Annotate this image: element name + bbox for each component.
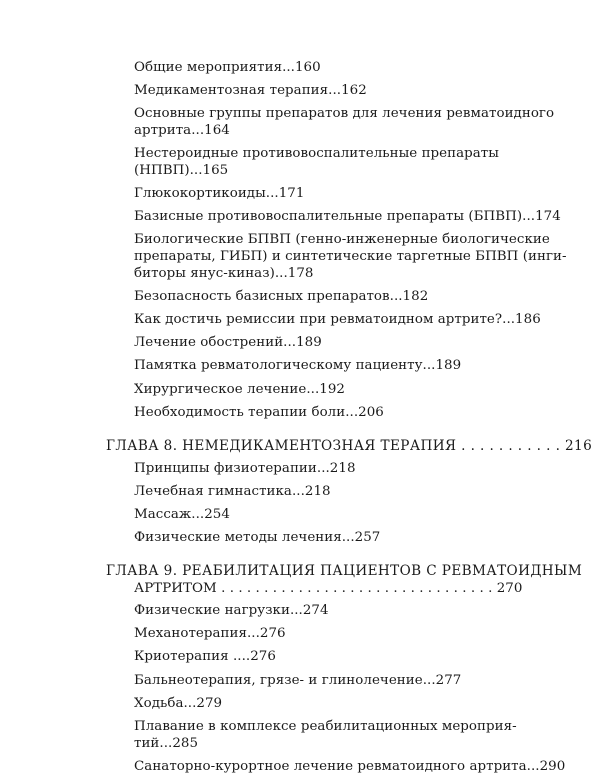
toc-entry: Нестероидные противовоспалительные препараты <box>134 146 499 162</box>
toc-entry-continuation: (НПВП)...165 <box>134 162 229 178</box>
toc-entry-continuation: артрита...164 <box>134 123 230 138</box>
chapter-9-heading-continuation: АРТРИТОМ . . . . . . . . . . . . . . . . . . . . . . . . . . . . . . . . 270 <box>134 581 523 596</box>
toc-entry: Физические нагрузки...274 <box>134 603 329 618</box>
toc-entry: Плавание в комплексе реабилитационных мероприя- <box>134 719 517 734</box>
toc-entry: Медикаментозная терапия...162 <box>134 83 367 99</box>
chapter-8-heading: ГЛАВА 8. НЕМЕДИКАМЕНТОЗНАЯ ТЕРАПИЯ . . . . . . . . . . . 216 <box>106 437 593 454</box>
toc-entry: Основные группы препаратов для лечения ревматоидного <box>134 106 555 122</box>
toc-entry: Как достичь ремиссии при ревматоидном артрите?...186 <box>134 312 541 327</box>
chapter-9-heading: ГЛАВА 9. РЕАБИЛИТАЦИЯ ПАЦИЕНТОВ С РЕВМАТОИДНЫМ <box>106 563 583 580</box>
toc-entry: Необходимость терапии боли...206 <box>134 404 384 420</box>
toc-entry: Криотерапия ....276 <box>134 649 276 665</box>
toc-entry-continuation: тий...285 <box>134 735 199 751</box>
toc-entry: Биологические БПВП (генно-инженерные биологические <box>134 232 550 248</box>
toc-entry: Физические методы лечения...257 <box>134 530 381 546</box>
toc-entry: Бальнеотерапия, грязе- и глинолечение...277 <box>134 672 462 688</box>
toc-entry: Памятка ревматологическому пациенту...189 <box>134 358 462 374</box>
toc-entry: Базисные противовоспалительные препараты (БПВП)...174 <box>134 209 561 225</box>
toc-entry: Лечебная гимнастика...218 <box>134 484 331 499</box>
toc-entry-continuation: препараты, ГИБП) и синтетические таргетные БПВП (инги- <box>134 249 567 264</box>
toc-entry: Санаторно-курортное лечение ревматоидного артрита...290 <box>134 758 566 774</box>
toc-entry: Хирургическое лечение...192 <box>134 381 345 397</box>
toc-entry: Общие мероприятия...160 <box>134 60 321 75</box>
toc-entry: Принципы физиотерапии...218 <box>134 460 356 476</box>
toc-entry-continuation: биторы янус-киназ)...178 <box>134 265 314 281</box>
toc-entry: Безопасность базисных препаратов...182 <box>134 288 429 304</box>
toc-entry: Механотерапия...276 <box>134 626 286 642</box>
toc-entry: Лечение обострений...189 <box>134 335 322 351</box>
toc-entry: Ходьба...279 <box>134 695 223 711</box>
toc-entry: Массаж...254 <box>134 507 230 523</box>
toc-entry: Глюкокортикоиды...171 <box>134 186 305 201</box>
